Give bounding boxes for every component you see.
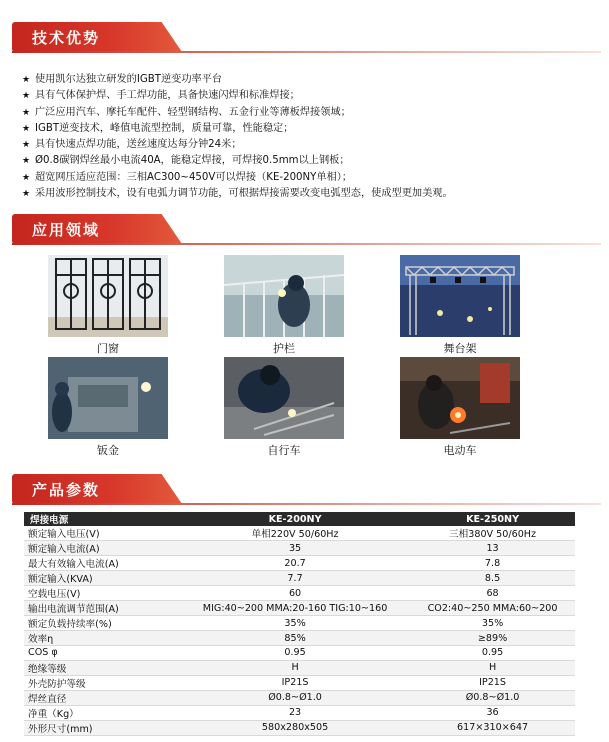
table-row: 外壳防护等级 IP21S IP21S bbox=[24, 675, 575, 690]
gallery-item-door-window bbox=[48, 255, 168, 356]
section-rule bbox=[12, 503, 601, 505]
section-title-tech: 技术优势 bbox=[32, 29, 101, 47]
section-rule bbox=[12, 51, 601, 53]
electric-vehicle-welding-photo bbox=[400, 357, 520, 439]
railing-welding-photo bbox=[224, 255, 344, 337]
feature-list bbox=[22, 72, 602, 202]
stage-truss-photo bbox=[400, 255, 520, 337]
table-row: 额定负载持续率(%) 35% 35% bbox=[24, 616, 575, 631]
feature-item: ★ 超宽网压适应范围：三相AC300~450V可以焊接（KE-200NY单相）； bbox=[22, 170, 602, 186]
gallery-item-electric-vehicle bbox=[400, 357, 520, 458]
table-row: 额定输入(KVA) 7.7 8.5 bbox=[24, 571, 575, 586]
section-title-params: 产品参数 bbox=[32, 481, 101, 499]
spec-table bbox=[24, 512, 575, 736]
feature-item: ★ IGBT逆变技术，峰值电流型控制，质量可靠，性能稳定； bbox=[22, 121, 602, 137]
star-icon: ★ bbox=[22, 156, 31, 167]
gallery-item-sheet-metal bbox=[48, 357, 168, 458]
table-row: 外形尺寸(mm) 580x280x505 617×310×647 bbox=[24, 720, 575, 735]
gallery-caption: 门窗 bbox=[97, 342, 119, 355]
star-icon: ★ bbox=[22, 140, 31, 151]
feature-item: ★ 使用凯尔达独立研发的IGBT逆变功率平台 bbox=[22, 72, 602, 88]
gallery-caption: 护栏 bbox=[273, 342, 295, 355]
table-row: 绝缘等级 H H bbox=[24, 660, 575, 675]
star-icon: ★ bbox=[22, 75, 31, 85]
section-header-apps bbox=[0, 214, 609, 244]
star-icon: ★ bbox=[22, 123, 31, 134]
spec-table-header bbox=[24, 512, 575, 526]
feature-item: ★ 具有气体保护焊、手工焊功能，具备快速闪焊和标准焊接； bbox=[22, 88, 602, 104]
bicycle-welding-photo bbox=[224, 357, 344, 439]
feature-item: ★ 广泛应用汽车、摩托车配件、轻型钢结构、五金行业等薄板焊接领域； bbox=[22, 105, 602, 121]
gallery-item-stage bbox=[400, 255, 520, 356]
table-row: 空载电压(V) 60 68 bbox=[24, 586, 575, 601]
gallery-caption: 舞台架 bbox=[443, 342, 477, 355]
section-header-params bbox=[0, 474, 609, 504]
feature-item: ★ Ø0.8碳钢焊丝最小电流40A，能稳定焊接，可焊接0.5mm以上钢板； bbox=[22, 153, 602, 169]
table-row: COS φ 0.95 0.95 bbox=[24, 646, 575, 661]
table-row: 输出电流调节范围(A) MIG:40~200 MMA:20-160 TIG:10~160 CO2:40~250 MMA:60~200 bbox=[24, 601, 575, 616]
gallery-caption: 电动车 bbox=[443, 444, 477, 457]
gallery-item-railing bbox=[224, 255, 344, 356]
star-icon: ★ bbox=[22, 189, 31, 200]
star-icon: ★ bbox=[22, 172, 31, 183]
sheet-metal-photo bbox=[48, 357, 168, 439]
feature-item: ★ 具有快速点焊功能，送丝速度达每分钟24米； bbox=[22, 137, 602, 153]
table-row: 效率η 85% ≥89% bbox=[24, 631, 575, 646]
gallery-caption: 钣金 bbox=[97, 444, 119, 457]
table-row: 焊丝直径 Ø0.8~Ø1.0 Ø0.8~Ø1.0 bbox=[24, 690, 575, 705]
table-row: 净重（Kg） 23 36 bbox=[24, 705, 575, 720]
section-rule bbox=[12, 243, 601, 245]
gallery-item-bicycle bbox=[224, 357, 344, 458]
header-cell: 焊接电源 bbox=[24, 512, 180, 526]
star-icon: ★ bbox=[22, 91, 31, 102]
header-cell: KE-250NY bbox=[410, 512, 575, 526]
table-row: 最大有效输入电流(A) 20.7 7.8 bbox=[24, 556, 575, 571]
gallery-caption: 自行车 bbox=[267, 444, 301, 457]
section-header-tech bbox=[0, 22, 609, 52]
header-cell: KE-200NY bbox=[180, 512, 410, 526]
door-window-photo bbox=[48, 255, 168, 337]
table-row: 额定输入电压(V) 单相220V 50/60Hz 三相380V 50/60Hz bbox=[24, 526, 575, 541]
table-row: 额定输入电流(A) 35 13 bbox=[24, 541, 575, 556]
star-icon: ★ bbox=[22, 107, 31, 118]
section-title-apps: 应用领域 bbox=[32, 221, 101, 239]
feature-item: ★ 采用波形控制技术，设有电弧力调节功能，可根据焊接需要改变电弧型态，使成型更加美观。 bbox=[22, 186, 602, 202]
